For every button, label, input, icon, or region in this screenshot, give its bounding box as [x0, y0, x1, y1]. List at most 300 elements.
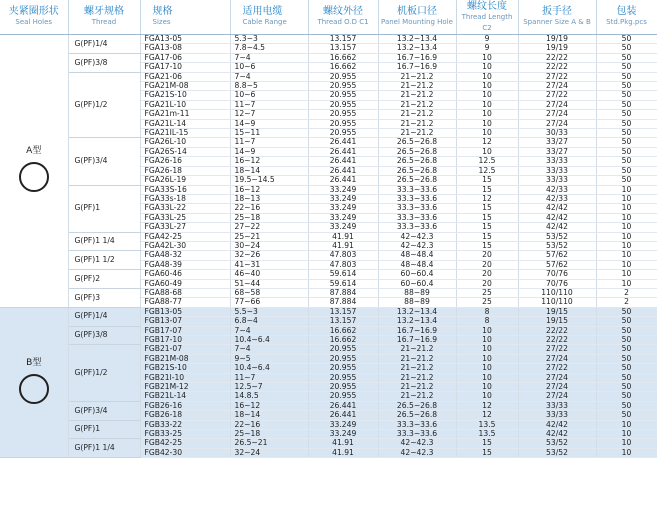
length-cell: 8: [456, 317, 518, 326]
pkg-cell: 50: [596, 166, 657, 175]
panel-cell: 60~60.4: [378, 279, 456, 288]
length-cell: 20: [456, 270, 518, 279]
size-cell: FGA33L-27: [140, 223, 230, 232]
header-od: 螺纹外径 Thread O.D C1: [308, 0, 378, 35]
header-row: [0, 0, 657, 35]
spanner-cell: 42/42: [518, 204, 596, 213]
thread-cell: G(PF)2: [68, 270, 140, 289]
cable-cell: 30~24: [230, 241, 308, 250]
size-cell: FGB17-07: [140, 326, 230, 335]
pkg-cell: 10: [596, 251, 657, 260]
pkg-cell: 50: [596, 317, 657, 326]
size-cell: FGA21L-14: [140, 119, 230, 128]
panel-cell: 13.2~13.4: [378, 317, 456, 326]
seal-type-a: [0, 35, 68, 308]
od-cell: 33.249: [308, 223, 378, 232]
length-cell: 12: [456, 411, 518, 420]
length-cell: 10: [456, 91, 518, 100]
cable-cell: 16~12: [230, 401, 308, 410]
spanner-cell: 27/24: [518, 119, 596, 128]
size-cell: FGA21M-08: [140, 82, 230, 91]
panel-cell: 16.7~16.9: [378, 326, 456, 335]
length-cell: 12: [456, 401, 518, 410]
header-thread: 螺牙规格 Thread: [68, 0, 140, 35]
size-cell: FGA26S-14: [140, 147, 230, 156]
spanner-cell: 42/42: [518, 420, 596, 429]
panel-cell: 33.3~33.6: [378, 213, 456, 222]
panel-cell: 33.3~33.6: [378, 223, 456, 232]
cable-cell: 10.4~6.4: [230, 336, 308, 345]
pkg-cell: 10: [596, 279, 657, 288]
pkg-cell: 50: [596, 129, 657, 138]
od-cell: 26.441: [308, 401, 378, 410]
table-row: [0, 53, 657, 62]
panel-cell: 21~21.2: [378, 383, 456, 392]
od-cell: 13.157: [308, 317, 378, 326]
od-cell: 47.803: [308, 251, 378, 260]
thread-cell: G(PF)1 1/4: [68, 232, 140, 251]
spanner-cell: 53/52: [518, 448, 596, 457]
header-sizes: 规格 Sizes: [140, 0, 230, 35]
length-cell: 10: [456, 364, 518, 373]
od-cell: 41.91: [308, 439, 378, 448]
spanner-cell: 42/42: [518, 223, 596, 232]
length-cell: 13.5: [456, 420, 518, 429]
panel-cell: 21~21.2: [378, 110, 456, 119]
thread-cell: G(PF)3/8: [68, 326, 140, 345]
spanner-cell: 70/76: [518, 279, 596, 288]
pkg-cell: 50: [596, 157, 657, 166]
panel-cell: 42~42.3: [378, 439, 456, 448]
pkg-cell: 50: [596, 401, 657, 410]
pkg-cell: 10: [596, 213, 657, 222]
table-row: [0, 138, 657, 147]
length-cell: 10: [456, 129, 518, 138]
size-cell: FGA13-05: [140, 35, 230, 44]
table-row: [0, 72, 657, 81]
thread-cell: G(PF)3/4: [68, 138, 140, 185]
seal-type-b: [0, 307, 68, 458]
od-cell: 20.955: [308, 119, 378, 128]
length-cell: 15: [456, 241, 518, 250]
header-panel: 机板口径 Panel Mounting Hole: [378, 0, 456, 35]
pkg-cell: 10: [596, 194, 657, 203]
cable-cell: 32~24: [230, 448, 308, 457]
size-cell: FGB21l-10: [140, 373, 230, 382]
table-row: [0, 401, 657, 410]
pkg-cell: 50: [596, 364, 657, 373]
cable-cell: 12~7: [230, 110, 308, 119]
pkg-cell: 2: [596, 288, 657, 297]
table-row: [0, 439, 657, 448]
cable-cell: 22~16: [230, 204, 308, 213]
size-cell: FGB42-25: [140, 439, 230, 448]
pkg-cell: 50: [596, 82, 657, 91]
thread-cell: G(PF)1 1/2: [68, 251, 140, 270]
panel-cell: 21~21.2: [378, 100, 456, 109]
spanner-cell: 53/52: [518, 232, 596, 241]
length-cell: 10: [456, 373, 518, 382]
od-cell: 41.91: [308, 241, 378, 250]
od-cell: 16.662: [308, 326, 378, 335]
size-cell: FGA26L-19: [140, 176, 230, 185]
length-cell: 10: [456, 100, 518, 109]
od-cell: 59.614: [308, 270, 378, 279]
size-cell: FGB13-05: [140, 307, 230, 316]
spanner-cell: 33/33: [518, 411, 596, 420]
od-cell: 33.249: [308, 204, 378, 213]
cable-cell: 11~7: [230, 138, 308, 147]
panel-cell: 26.5~26.8: [378, 147, 456, 156]
od-cell: 16.662: [308, 53, 378, 62]
thread-cell: G(PF)3/8: [68, 53, 140, 72]
panel-cell: 21~21.2: [378, 72, 456, 81]
cable-cell: 18~13: [230, 194, 308, 203]
length-cell: 10: [456, 53, 518, 62]
panel-cell: 26.5~26.8: [378, 401, 456, 410]
spanner-cell: 22/22: [518, 336, 596, 345]
od-cell: 13.157: [308, 44, 378, 53]
panel-cell: 42~42.3: [378, 448, 456, 457]
pkg-cell: 50: [596, 100, 657, 109]
cable-cell: 11~7: [230, 373, 308, 382]
pkg-cell: 50: [596, 72, 657, 81]
length-cell: 10: [456, 326, 518, 335]
size-cell: FGB33-22: [140, 420, 230, 429]
size-cell: FGA42-25: [140, 232, 230, 241]
size-cell: FGB26-18: [140, 411, 230, 420]
cable-cell: 5.3~3: [230, 35, 308, 44]
cable-cell: 77~66: [230, 298, 308, 307]
cable-cell: 41~31: [230, 260, 308, 269]
cable-cell: 51~44: [230, 279, 308, 288]
spanner-cell: 27/24: [518, 100, 596, 109]
length-cell: 15: [456, 204, 518, 213]
spanner-cell: 70/76: [518, 270, 596, 279]
spanner-cell: 22/22: [518, 326, 596, 335]
panel-cell: 26.5~26.8: [378, 166, 456, 175]
size-cell: FGB42-30: [140, 448, 230, 457]
thread-cell: G(PF)1: [68, 185, 140, 232]
panel-cell: 16.7~16.9: [378, 63, 456, 72]
size-cell: FGB26-16: [140, 401, 230, 410]
od-cell: 33.249: [308, 194, 378, 203]
panel-cell: 42~42.3: [378, 232, 456, 241]
spanner-cell: 22/22: [518, 63, 596, 72]
header-spanner: 扳手径 Spanner Size A & B: [518, 0, 596, 35]
thread-cell: G(PF)1 1/4: [68, 439, 140, 458]
spanner-cell: 33/33: [518, 166, 596, 175]
od-cell: 41.91: [308, 232, 378, 241]
cable-cell: 5.5~3: [230, 307, 308, 316]
pkg-cell: 50: [596, 44, 657, 53]
od-cell: 87.884: [308, 298, 378, 307]
cable-cell: 26.5~21: [230, 439, 308, 448]
panel-cell: 21~21.2: [378, 392, 456, 401]
size-cell: FGB21M-12: [140, 383, 230, 392]
spanner-cell: 33/27: [518, 138, 596, 147]
pkg-cell: 10: [596, 232, 657, 241]
od-cell: 20.955: [308, 91, 378, 100]
pkg-cell: 50: [596, 91, 657, 100]
od-cell: 26.441: [308, 411, 378, 420]
spanner-cell: 27/24: [518, 82, 596, 91]
spanner-cell: 27/22: [518, 345, 596, 354]
spanner-cell: 33/33: [518, 176, 596, 185]
cable-cell: 10.4~6.4: [230, 364, 308, 373]
panel-cell: 26.5~26.8: [378, 411, 456, 420]
length-cell: 15: [456, 213, 518, 222]
spanner-cell: 42/33: [518, 185, 596, 194]
panel-cell: 21~21.2: [378, 82, 456, 91]
pkg-cell: 50: [596, 110, 657, 119]
table-row: [0, 185, 657, 194]
size-cell: FGA33L-25: [140, 213, 230, 222]
panel-cell: 13.2~13.4: [378, 35, 456, 44]
size-cell: FGA60-46: [140, 270, 230, 279]
thread-cell: G(PF)1: [68, 420, 140, 439]
length-cell: 10: [456, 383, 518, 392]
length-cell: 25: [456, 298, 518, 307]
cable-cell: 8.8~5: [230, 82, 308, 91]
od-cell: 20.955: [308, 392, 378, 401]
pkg-cell: 10: [596, 430, 657, 439]
spanner-cell: 27/24: [518, 383, 596, 392]
table-row: [0, 307, 657, 316]
cable-cell: 22~16: [230, 420, 308, 429]
length-cell: 12: [456, 138, 518, 147]
size-cell: FGA88-68: [140, 288, 230, 297]
pkg-cell: 2: [596, 298, 657, 307]
spanner-cell: 27/22: [518, 91, 596, 100]
pkg-cell: 50: [596, 326, 657, 335]
spanner-cell: 19/15: [518, 317, 596, 326]
spanner-cell: 27/24: [518, 373, 596, 382]
spanner-cell: 19/19: [518, 44, 596, 53]
spanner-cell: 19/15: [518, 307, 596, 316]
od-cell: 20.955: [308, 345, 378, 354]
spanner-cell: 27/22: [518, 364, 596, 373]
table-row: [0, 288, 657, 297]
panel-cell: 21~21.2: [378, 119, 456, 128]
size-cell: FGA26-16: [140, 157, 230, 166]
header-cable: 适用电缆 Cable Range: [230, 0, 308, 35]
od-cell: 20.955: [308, 110, 378, 119]
od-cell: 20.955: [308, 364, 378, 373]
cable-cell: 18~14: [230, 411, 308, 420]
panel-cell: 13.2~13.4: [378, 44, 456, 53]
pkg-cell: 50: [596, 392, 657, 401]
length-cell: 10: [456, 63, 518, 72]
od-cell: 26.441: [308, 166, 378, 175]
panel-cell: 21~21.2: [378, 129, 456, 138]
od-cell: 41.91: [308, 448, 378, 457]
od-cell: 20.955: [308, 354, 378, 363]
panel-cell: 21~21.2: [378, 373, 456, 382]
size-cell: FGA21S-10: [140, 91, 230, 100]
panel-cell: 21~21.2: [378, 91, 456, 100]
cable-cell: 7.8~4.5: [230, 44, 308, 53]
spanner-cell: 57/62: [518, 251, 596, 260]
length-cell: 10: [456, 345, 518, 354]
panel-cell: 33.3~33.6: [378, 204, 456, 213]
od-cell: 16.662: [308, 63, 378, 72]
cable-cell: 46~40: [230, 270, 308, 279]
od-cell: 20.955: [308, 82, 378, 91]
length-cell: 15: [456, 223, 518, 232]
size-cell: FGA21m-11: [140, 110, 230, 119]
spanner-cell: 53/52: [518, 241, 596, 250]
spanner-cell: 42/42: [518, 430, 596, 439]
panel-cell: 13.2~13.4: [378, 307, 456, 316]
od-cell: 13.157: [308, 35, 378, 44]
pkg-cell: 10: [596, 204, 657, 213]
length-cell: 15: [456, 439, 518, 448]
cable-cell: 7~4: [230, 72, 308, 81]
cable-cell: 14~9: [230, 119, 308, 128]
length-cell: 9: [456, 35, 518, 44]
od-cell: 33.249: [308, 185, 378, 194]
pkg-cell: 50: [596, 336, 657, 345]
length-cell: 10: [456, 336, 518, 345]
length-cell: 12: [456, 194, 518, 203]
panel-cell: 33.3~33.6: [378, 420, 456, 429]
length-cell: 15: [456, 176, 518, 185]
spanner-cell: 110/110: [518, 288, 596, 297]
cable-cell: 16~12: [230, 185, 308, 194]
header-pkg: 包装 Std.Pkg.pcs: [596, 0, 657, 35]
spanner-cell: 33/33: [518, 157, 596, 166]
size-cell: FGB21M-08: [140, 354, 230, 363]
pkg-cell: 50: [596, 35, 657, 44]
seal-type-label: B型: [26, 358, 42, 369]
pkg-cell: 10: [596, 420, 657, 429]
pkg-cell: 50: [596, 138, 657, 147]
panel-cell: 48~48.4: [378, 260, 456, 269]
od-cell: 33.249: [308, 213, 378, 222]
od-cell: 20.955: [308, 72, 378, 81]
size-cell: FGB17-10: [140, 336, 230, 345]
size-cell: FGA60-49: [140, 279, 230, 288]
size-cell: FGA21-06: [140, 72, 230, 81]
spanner-cell: 57/62: [518, 260, 596, 269]
table-row: [0, 35, 657, 44]
pkg-cell: 10: [596, 448, 657, 457]
table-row: [0, 232, 657, 241]
length-cell: 15: [456, 448, 518, 457]
length-cell: 10: [456, 119, 518, 128]
pkg-cell: 10: [596, 270, 657, 279]
panel-cell: 26.5~26.8: [378, 157, 456, 166]
circle-icon: [19, 162, 49, 192]
cable-cell: 12.5~7: [230, 383, 308, 392]
cable-cell: 19.5~14.5: [230, 176, 308, 185]
size-cell: FGA48-39: [140, 260, 230, 269]
cable-cell: 10~6: [230, 63, 308, 72]
length-cell: 10: [456, 82, 518, 91]
cable-cell: 16~12: [230, 157, 308, 166]
spanner-cell: 110/110: [518, 298, 596, 307]
spanner-cell: 19/19: [518, 35, 596, 44]
size-cell: FGA17-10: [140, 63, 230, 72]
pkg-cell: 50: [596, 63, 657, 72]
size-cell: FGB21L-14: [140, 392, 230, 401]
length-cell: 10: [456, 354, 518, 363]
od-cell: 26.441: [308, 176, 378, 185]
pkg-cell: 10: [596, 185, 657, 194]
thread-cell: G(PF)1/4: [68, 35, 140, 54]
length-cell: 13.5: [456, 430, 518, 439]
length-cell: 10: [456, 147, 518, 156]
od-cell: 26.441: [308, 157, 378, 166]
panel-cell: 21~21.2: [378, 364, 456, 373]
cable-cell: 14~9: [230, 147, 308, 156]
size-cell: FGB13-07: [140, 317, 230, 326]
pkg-cell: 10: [596, 439, 657, 448]
cable-cell: 15~11: [230, 129, 308, 138]
od-cell: 20.955: [308, 373, 378, 382]
cable-cell: 32~26: [230, 251, 308, 260]
panel-cell: 33.3~33.6: [378, 185, 456, 194]
cable-cell: 7~4: [230, 53, 308, 62]
od-cell: 20.955: [308, 100, 378, 109]
size-cell: FGA33S-16: [140, 185, 230, 194]
od-cell: 33.249: [308, 420, 378, 429]
spanner-cell: 33/33: [518, 401, 596, 410]
size-cell: FGA13-08: [140, 44, 230, 53]
size-cell: FGB21S-10: [140, 364, 230, 373]
cable-cell: 25~18: [230, 430, 308, 439]
size-cell: FGA26L-10: [140, 138, 230, 147]
table-row: [0, 251, 657, 260]
pkg-cell: 50: [596, 307, 657, 316]
length-cell: 12.5: [456, 166, 518, 175]
panel-cell: 60~60.4: [378, 270, 456, 279]
table-row: [0, 270, 657, 279]
od-cell: 33.249: [308, 430, 378, 439]
size-cell: FGA17-06: [140, 53, 230, 62]
cable-cell: 25~18: [230, 213, 308, 222]
pkg-cell: 50: [596, 176, 657, 185]
spanner-cell: 33/27: [518, 147, 596, 156]
panel-cell: 26.5~26.8: [378, 138, 456, 147]
od-cell: 87.884: [308, 288, 378, 297]
pkg-cell: 50: [596, 373, 657, 382]
panel-cell: 16.7~16.9: [378, 336, 456, 345]
length-cell: 12.5: [456, 157, 518, 166]
thread-cell: G(PF)3/4: [68, 401, 140, 420]
panel-cell: 33.3~33.6: [378, 430, 456, 439]
panel-cell: 16.7~16.9: [378, 53, 456, 62]
size-cell: FGA33L-22: [140, 204, 230, 213]
thread-cell: G(PF)3: [68, 288, 140, 307]
thread-cell: G(PF)1/2: [68, 345, 140, 401]
table-row: [0, 420, 657, 429]
spanner-cell: 22/22: [518, 53, 596, 62]
size-cell: FGA21IL-15: [140, 129, 230, 138]
panel-cell: 88~89: [378, 298, 456, 307]
table-row: [0, 326, 657, 335]
cable-cell: 7~4: [230, 326, 308, 335]
size-cell: FGA33s-18: [140, 194, 230, 203]
pkg-cell: 50: [596, 354, 657, 363]
cable-cell: 18~14: [230, 166, 308, 175]
od-cell: 16.662: [308, 336, 378, 345]
size-cell: FGB33-25: [140, 430, 230, 439]
seal-type-label: A型: [26, 146, 42, 157]
pkg-cell: 10: [596, 260, 657, 269]
spanner-cell: 27/24: [518, 110, 596, 119]
